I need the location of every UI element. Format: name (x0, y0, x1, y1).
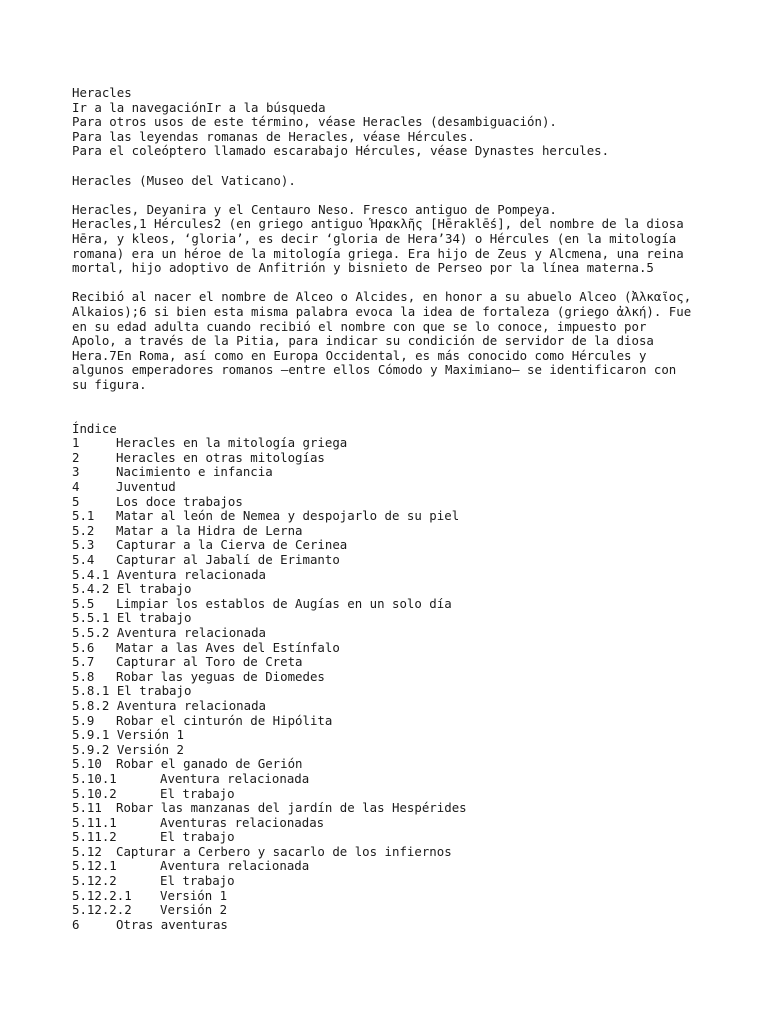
toc-entry-number: 5.4.2 (72, 581, 110, 597)
toc-entry-label[interactable]: El trabajo (160, 785, 235, 801)
toc-entry-label[interactable]: Otras aventuras (116, 916, 228, 932)
toc-entry[interactable] (72, 889, 712, 904)
spacer (72, 276, 712, 291)
toc-entry-number: 5.10 (72, 756, 102, 772)
toc-entry[interactable] (72, 859, 712, 874)
toc-entry-label[interactable]: Capturar al Toro de Creta (116, 654, 303, 670)
toc-entry[interactable] (72, 611, 712, 626)
toc-entry-number: 5.4.1 (72, 566, 110, 582)
toc-entry-label[interactable]: Robar el cinturón de Hipólita (116, 712, 333, 728)
toc-entry-label[interactable]: Capturar al Jabalí de Erimanto (116, 552, 340, 567)
toc-entry-label[interactable]: Aventura relacionada (116, 566, 267, 582)
toc-entry-label[interactable]: El trabajo (116, 683, 192, 699)
table-of-contents (72, 436, 712, 932)
nav-links[interactable]: Ir a la navegaciónIr a la búsqueda (72, 99, 326, 115)
toc-entry-label[interactable]: Matar a la Hidra de Lerna (116, 522, 303, 538)
toc-entry[interactable] (72, 714, 712, 729)
toc-entry[interactable] (72, 626, 712, 641)
toc-entry-number: 1 (72, 435, 80, 451)
toc-entry-number: 4 (72, 479, 80, 495)
toc-entry[interactable] (72, 801, 712, 816)
toc-entry-number: 5.10.1 (72, 770, 117, 786)
toc-entry[interactable] (72, 524, 712, 539)
toc-entry-number: 5.5.2 (72, 624, 110, 640)
toc-entry[interactable] (72, 874, 712, 889)
toc-entry-number: 5.12.1 (72, 858, 117, 874)
toc-entry[interactable] (72, 480, 712, 495)
toc-entry-number: 5.10.2 (72, 785, 117, 801)
toc-entry[interactable] (72, 597, 712, 612)
toc-entry[interactable] (72, 451, 712, 466)
toc-entry[interactable] (72, 670, 712, 685)
spacer (72, 392, 712, 407)
toc-entry[interactable] (72, 641, 712, 656)
toc-entry[interactable] (72, 830, 712, 845)
toc-entry-number: 5.9.1 (72, 727, 110, 743)
toc-entry-label[interactable]: Aventura relacionada (116, 697, 267, 713)
toc-entry[interactable] (72, 845, 712, 860)
toc-entry[interactable] (72, 582, 712, 597)
toc-entry-number: 5.3 (72, 537, 95, 553)
toc-entry[interactable] (72, 728, 712, 743)
toc-entry-label[interactable]: Aventura relacionada (160, 770, 310, 786)
toc-entry-label[interactable]: Versión 2 (116, 741, 184, 757)
toc-entry-number: 5.12.2.2 (72, 902, 132, 918)
toc-entry-label[interactable]: Nacimiento e infancia (116, 464, 273, 480)
toc-entry-number: 5.8.1 (72, 683, 110, 699)
toc-entry-label[interactable]: Aventura relacionada (116, 624, 267, 640)
toc-entry-number: 5.5 (72, 595, 95, 611)
toc-entry-label[interactable]: Limpiar los establos de Augías en un solo día (116, 595, 452, 611)
body-paragraph-line: Recibió al nacer el nombre de Alceo o Alcides, en honor a su abuelo Alceo (Ἀλκαῖος, (72, 289, 692, 305)
toc-entry-label[interactable]: El trabajo (116, 581, 192, 597)
toc-heading: Índice (72, 420, 117, 436)
document-page (72, 86, 712, 932)
toc-entry[interactable] (72, 568, 712, 583)
toc-entry[interactable] (72, 495, 712, 510)
intro-paragraph-line: mortal, hijo adoptivo de Anfitrión y bisnieto de Perseo por la línea materna.5 (72, 260, 654, 276)
disambiguation-note: Para otros usos de este término, véase Heracles (desambiguación). (72, 114, 557, 130)
toc-entry-label[interactable]: Juventud (116, 479, 176, 495)
toc-entry-number: 3 (72, 464, 80, 480)
toc-entry-label[interactable]: Robar las manzanas del jardín de las Hespérides (116, 800, 467, 816)
toc-entry-label[interactable]: Versión 1 (160, 887, 228, 903)
toc-entry-label[interactable]: Matar al león de Nemea y despojarlo de su piel (116, 508, 460, 524)
toc-entry[interactable] (72, 743, 712, 758)
toc-entry[interactable] (72, 903, 712, 918)
toc-entry-label[interactable]: Los doce trabajos (116, 493, 243, 509)
toc-entry-number: 5.12.2 (72, 873, 117, 889)
body-paragraph-line: algunos emperadores romanos —entre ellos Cómodo y Maximiano— se identificaron con (72, 362, 677, 378)
toc-entry-number: 5.11 (72, 800, 102, 816)
toc-entry-number: 5.8 (72, 668, 95, 684)
toc-entry-label[interactable]: Aventuras relacionadas (160, 814, 325, 830)
intro-paragraph-line: Heracles,1 Hércules2 (en griego antiguo Ἡρακλῆς [Hēraklḗs], del nombre de la diosa (72, 216, 684, 232)
toc-entry-number: 5.6 (72, 639, 95, 655)
document-title: Heracles (72, 85, 132, 100)
toc-entry-label[interactable]: El trabajo (116, 610, 192, 626)
spacer (72, 159, 712, 174)
toc-entry-number: 5.2 (72, 522, 95, 538)
toc-entry-number: 5.1 (72, 508, 95, 524)
toc-entry-label[interactable]: Heracles en otras mitologías (116, 449, 325, 465)
toc-entry-number: 5.5.1 (72, 610, 110, 626)
toc-entry-label[interactable]: Heracles en la mitología griega (116, 435, 348, 451)
toc-entry[interactable] (72, 436, 712, 451)
toc-entry-label[interactable]: El trabajo (160, 829, 235, 845)
toc-entry[interactable] (72, 465, 712, 480)
spacer (72, 188, 712, 203)
toc-entry-label[interactable]: El trabajo (160, 873, 235, 889)
body-paragraph-line: Hera.7En Roma, así como en Europa Occidental, es más conocido como Hércules y (72, 347, 647, 363)
toc-entry[interactable] (72, 757, 712, 772)
toc-entry[interactable] (72, 699, 712, 714)
toc-entry-number: 5.12 (72, 843, 102, 859)
toc-entry-label[interactable]: Matar a las Aves del Estínfalo (116, 639, 340, 655)
toc-entry-label[interactable]: Aventura relacionada (160, 858, 310, 874)
toc-entry[interactable] (72, 538, 712, 553)
image-caption: Heracles (Museo del Vaticano). (72, 172, 296, 188)
toc-entry[interactable] (72, 655, 712, 670)
disambiguation-note: Para el coleóptero llamado escarabajo Hércules, véase Dynastes hercules. (72, 143, 610, 159)
disambiguation-note: Para las leyendas romanas de Heracles, véase Hércules. (72, 128, 475, 144)
toc-entry-label[interactable]: Capturar a Cerbero y sacarlo de los infiernos (116, 843, 452, 859)
toc-entry-number: 5.4 (72, 552, 95, 567)
toc-entry-number: 5.11.1 (72, 814, 117, 830)
toc-entry-number: 5.9 (72, 712, 95, 728)
toc-entry[interactable] (72, 509, 712, 524)
spacer (72, 407, 712, 422)
toc-entry-number: 5.12.2.1 (72, 887, 132, 903)
body-paragraph-line: Apolo, a través de la Pitia, para indicar su condición de servidor de la diosa (72, 333, 654, 349)
toc-entry[interactable] (72, 816, 712, 831)
toc-entry-number: 5.7 (72, 654, 95, 670)
toc-entry-number: 5.9.2 (72, 741, 110, 757)
toc-entry-label[interactable]: Versión 1 (116, 727, 184, 743)
toc-entry-label[interactable]: Robar las yeguas de Diomedes (116, 668, 325, 684)
toc-entry[interactable] (72, 918, 712, 933)
toc-entry-label[interactable]: Capturar a la Cierva de Cerinea (116, 537, 348, 553)
toc-entry-number: 5.11.2 (72, 829, 117, 845)
toc-entry-number: 5.8.2 (72, 697, 110, 713)
intro-paragraph-line: romana) era un héroe de la mitología griega. Era hijo de Zeus y Alcmena, una reina (72, 245, 684, 261)
toc-entry-number: 6 (72, 916, 80, 932)
toc-entry-number: 5 (72, 493, 80, 509)
image-caption: Heracles, Deyanira y el Centauro Neso. Fresco antiguo de Pompeya. (72, 201, 557, 217)
intro-paragraph-line: Hēra, y kleos, ‘gloria’, es decir ‘gloria de Hera’34) o Hércules (en la mitología (72, 230, 677, 246)
toc-entry-number: 2 (72, 449, 80, 465)
toc-entry[interactable] (72, 553, 712, 568)
toc-entry-label[interactable]: Versión 2 (160, 902, 228, 918)
toc-entry[interactable] (72, 772, 712, 787)
toc-entry[interactable] (72, 684, 712, 699)
body-paragraph-line: Alkaios);6 si bien esta misma palabra evoca la idea de fortaleza (griego ἀλκή). Fue (72, 303, 692, 319)
toc-entry-label[interactable]: Robar el ganado de Gerión (116, 756, 303, 772)
toc-entry[interactable] (72, 787, 712, 802)
body-paragraph-line: en su edad adulta cuando recibió el nombre con que se lo conoce, impuesto por (72, 318, 647, 334)
body-paragraph-line: su figura. (72, 376, 147, 392)
